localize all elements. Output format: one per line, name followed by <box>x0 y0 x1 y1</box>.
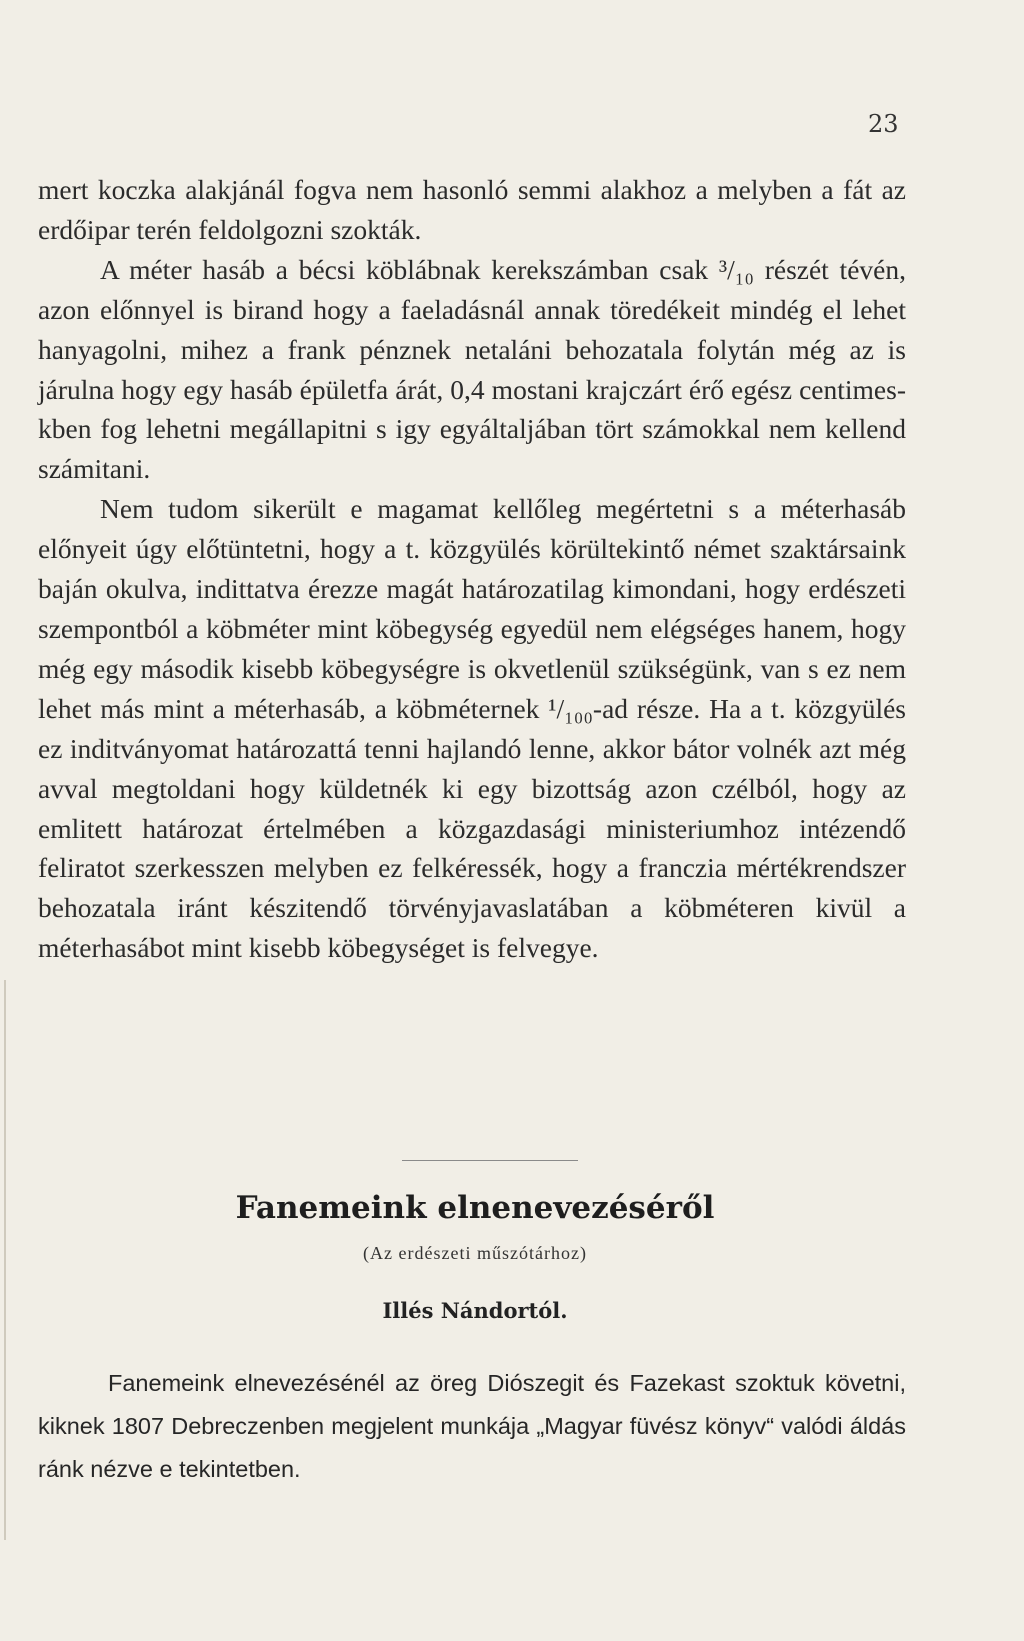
paragraph: Nem tudom sikerült e magamat kellőleg megértetni s a méterhasáb előnyeit úgy előtüntetni, hogy a t. közgyülés körültekintő német szaktársaink baján okulva, indittatva érezze magát határozatilag kimondani, hogy erdészeti szempontból a köbméter mint köbegység egyedül nem elégséges hanem, hogy még egy második kisebb köbegységre is okvetlenül szükségünk, van s ez nem lehet más mint a méterhasáb, a köbméternek ¹/₁₀₀-ad része. Ha a t. közgyülés ez inditványomat határozattá tenni hajlandó lenne, akkor bátor volnék azt még avval megtoldani hogy küldetnék ki egy bizottság azon czélból, hogy az emlitett határozat értelmében a közgazdasági ministeriumhoz intézendő feliratot szerkesszen melyben ez felkéressék, hogy a franczia mértékrendszer behozatala iránt készitendő törvényjavaslatában a köbméteren kivül a méterhasábot mint kisebb köbegységet is felvegye. <box>38 493 906 964</box>
section-author: Illés Nándortól. <box>382 1298 568 1323</box>
article-text <box>38 1362 906 1491</box>
page-number: 23 <box>868 110 899 138</box>
paragraph: mert koczka alakjánál fogva nem hasonló semmi alakhoz a melyben a fát az erdőipar terén feldolgozni szokták. <box>38 174 906 245</box>
paragraph: A méter hasáb a bécsi köblábnak kerekszámban csak ³/₁₀ részét tévén, azon előnnyel is birand hogy a faeladásnál annak töredékeit mindég el lehet hanyagolni, mihez a frank pénznek netaláni behozatala folytán még az is járulna hogy egy hasáb épületfa árát, 0,4 mostani krajczárt érő egész centimes-kben fog lehetni megállapitni s igy egyáltaljában tört számokkal nem kellend számitani. <box>38 253 906 485</box>
paragraph: Fanemeink elnevezésénél az öreg Diószegit és Fazekast szoktuk követni, kiknek 1807 Debreczenben megjelent munkája „Magyar füvész könyv“ valódi áldás ránk nézve e tekintetben. <box>38 1370 906 1482</box>
section-title: Fanemeink elnenevezéséről <box>235 1190 715 1226</box>
main-text <box>38 170 906 968</box>
section-subtitle: (Az erdészeti műszótárhoz) <box>363 1243 587 1263</box>
section-divider <box>402 1160 578 1161</box>
